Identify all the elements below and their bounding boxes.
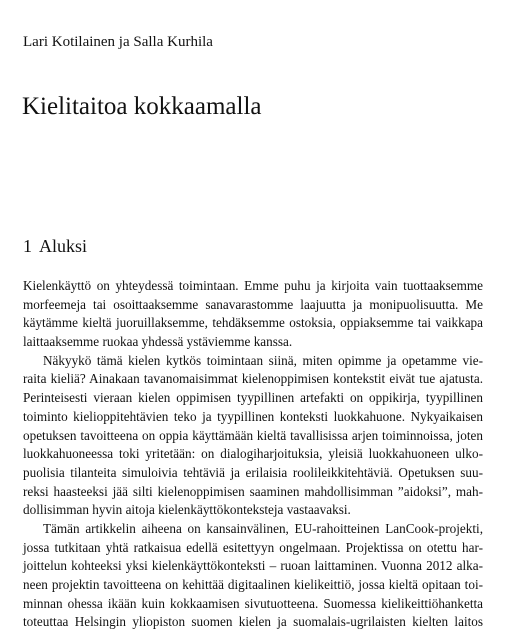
body-line: reksi haasteeksi jää silti kielenoppimisen saaminen mahdollisimman ”aidoksi”, mah- bbox=[23, 483, 483, 499]
body-line: morfeemeja tai osoittaaksemme sanavarastomme laajuutta ja monipuolisuutta. Me bbox=[23, 296, 483, 312]
body-line: neen projektin tavoitteena on kehittää digitaalinen kielikeittiö, jossa kieltä opitaan toi- bbox=[23, 577, 483, 592]
body-line: käytämme kieltä juoruillaksemme, tehdäksemme ostoksia, oppiaksemme tai vaikkapa bbox=[23, 315, 483, 331]
body-line: luokkahuoneessa toki yritetään: on dialogiharjoituksia, yleisiä luokkahuoneen ulko- bbox=[23, 446, 483, 462]
body-line: laittaaksemme ruokaa yhdessä ystäviemme kanssa. bbox=[23, 334, 293, 350]
body-line: Tämän artikkelin aiheena on kansainvälinen, EU-rahoitteinen LanCook-projekti, bbox=[43, 520, 483, 536]
body-line: Näkyykö tämä kielen kytkös toimintaan siinä, miten opimme ja opetamme vie- bbox=[43, 352, 483, 368]
body-line: Kielenkäyttö on yhteydessä toimintaan. Emme puhu ja kirjoita vain tuottaaksemme bbox=[23, 278, 483, 293]
body-line: jossa tutkitaan yhtä ratkaisua edellä esitettyyn ongelmaan. Projektissa on otettu har- bbox=[23, 539, 483, 555]
body-line: minnan ohessa ikään kuin kokkaamisen sivutuotteena. Suomessa kielikeittiöhanketta bbox=[23, 595, 483, 611]
section-heading bbox=[23, 235, 87, 257]
body-line: opetuksen tavoitteena on oppia käyttämään kieltä tavallisissa arjen toiminnoissa, joten bbox=[23, 427, 483, 443]
author-line: Lari Kotilainen ja Salla Kurhila bbox=[23, 34, 213, 50]
body-line: raita kieliä? Ainakaan tavanomaisimmat kielenoppimisen kontekstit eivät tue ajatusta. bbox=[23, 371, 483, 387]
article-title: Kielitaitoa kokkaamalla bbox=[22, 93, 262, 120]
section-title: Aluksi bbox=[39, 236, 88, 256]
body-line: Perinteisesti vieraan kielen oppimisen tyypillinen artefakti on oppikirja, tyypillinen bbox=[23, 390, 483, 406]
section-number: 1 bbox=[23, 236, 32, 256]
body-text bbox=[23, 277, 483, 632]
body-line: toiminto kielioppitehtävien teko ja tyypillinen konteksti luokkahuone. Nykyaikaisen bbox=[23, 408, 483, 424]
body-line: joittelun kohteeksi yksi kielenkäyttökonteksti – ruoan laittaminen. Vuonna 2012 alka- bbox=[23, 558, 483, 574]
body-line: dollisimman hyvin aitoja kielenkäyttökonteksteja vastaavaksi. bbox=[23, 502, 351, 518]
body-line: puolisia tilanteita simuloivia tehtäviä ja erilaisia roolileikkitehtäviä. Opetuksen suu- bbox=[23, 464, 483, 480]
body-line: toteuttaa Helsingin yliopiston suomen kielen ja suomalais-ugrilaisten kielten laitos bbox=[23, 614, 483, 630]
